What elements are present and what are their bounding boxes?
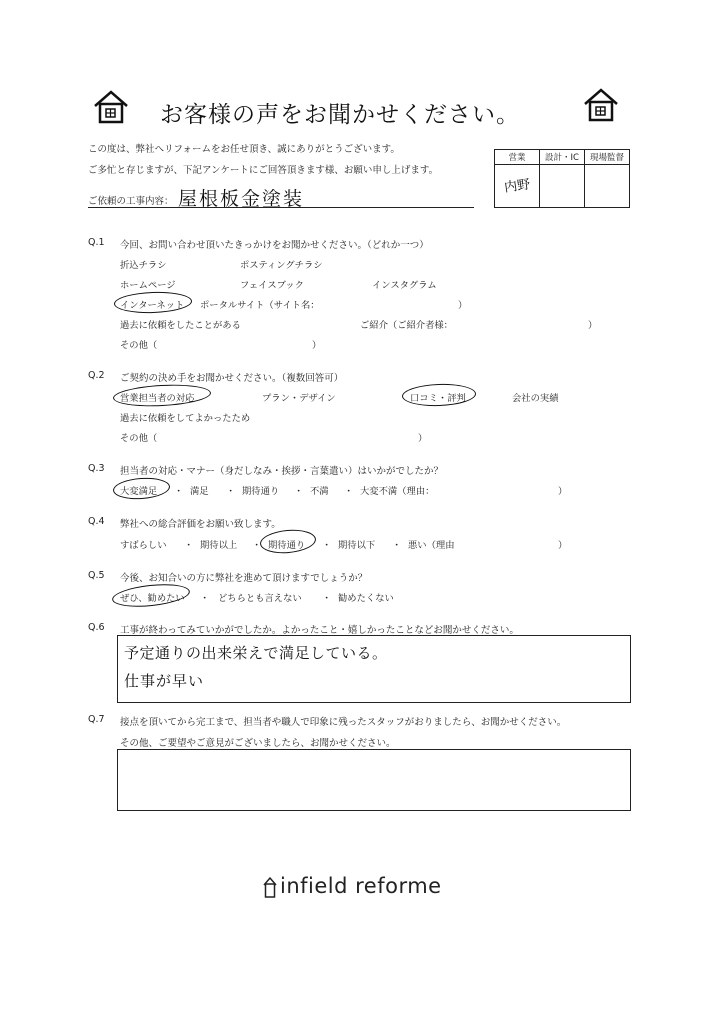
q1-option: ） [458,300,468,311]
q1-option: インスタグラム [372,280,437,291]
q5-option-selected: ぜひ、勧めたい [120,593,185,604]
q4-separator: ・ [392,540,402,551]
q2-option: その他（ [120,433,158,444]
q6-answer-box [117,635,631,703]
staff-design-cell [540,165,585,208]
q5-text: 今後、お知合いの方に弊社を進めて頂けますでしょうか？ [120,573,368,584]
q1-option: ） [312,340,322,351]
staff-header-design: 設計・IC [540,150,585,165]
q6-number: Q.6 [88,622,105,633]
staff-header-sales: 営業 [495,150,540,165]
q1-option: 折込チラシ [120,260,167,271]
q4-option-selected: 期待通り [268,540,306,551]
q4-separator: ・ [184,540,194,551]
q6-text: 工事が終わってみていかがでしたか。よかったこと・嬉しかったことなどお聞かせください。 [120,625,519,636]
q1-option-selected: インターネット [120,300,185,311]
q1-option: ご紹介（ご紹介者様： [360,320,453,331]
q1-option: ホームページ [120,280,176,291]
q5-number: Q.5 [88,570,105,581]
staff-header-site: 現場監督 [585,150,630,165]
q3-separator: ・ [344,486,354,497]
intro-line-2: ご多忙と存じますが、下記アンケートにご回答頂きます様、お願い申し上げます。 [88,165,439,176]
house-icon-right [583,88,619,122]
q2-selection-circle-1 [113,382,212,408]
q2-option: プラン・デザイン [262,393,336,404]
q3-option: 期待通り [242,486,280,497]
brand-house-icon [263,876,277,898]
q3-option: ） [558,486,568,497]
q4-option: すばらしい [120,540,167,551]
q4-option: 悪い（理由 [408,540,455,551]
q5-selection-circle [111,581,191,610]
staff-table [494,149,630,208]
q2-option: 過去に依頼をしてよかったため [120,413,251,424]
q2-option-selected: 口コミ・評判 [410,393,466,404]
q2-option: ） [418,433,428,444]
q4-option: 期待以下 [338,540,376,551]
q4-text: 弊社への総合評価をお願い致します。 [120,519,281,530]
intro-line-1: この度は、弊社へリフォームをお任せ頂き、誠にありがとうございます。 [88,144,400,155]
q1-option: 過去に依頼をしたことがある [120,320,241,331]
q1-option: ） [588,320,598,331]
work-value: 屋根板金塗装 [178,188,305,210]
q7-text-1: 接点を頂いてから完工まで、担当者や職人で印象に残ったスタッフがおりましたら、お聞かせください。 [120,717,567,728]
q5-separator: ・ [200,593,210,604]
q3-option: 満足 [190,486,209,497]
q7-number: Q.7 [88,714,105,725]
q1-number: Q.1 [88,237,105,248]
q2-text: ご契約の決め手をお聞かせください。（複数回答可） [120,373,344,384]
staff-site-cell [585,165,630,208]
q3-option: 不満 [310,486,329,497]
q3-separator: ・ [294,486,304,497]
work-label: ご依頼の工事内容： [88,196,174,207]
q7-text-2: その他、ご要望やご意見がございましたら、お聞かせください。 [120,738,396,749]
q4-number: Q.4 [88,516,105,527]
q1-option: ポータルサイト（サイト名： [200,300,320,311]
brand-logo-text: infield reforme [280,874,442,898]
q2-option: 会社の実績 [512,393,559,404]
staff-sales-value: 内野 [503,177,532,196]
work-underline [88,207,474,208]
q2-option-selected: 営業担当者の対応 [120,393,195,404]
q4-separator: ・ [252,540,262,551]
q6-answer-line-1: 予定通りの出来栄えで満足している。 [124,644,388,662]
q3-separator: ・ [174,486,184,497]
q3-text: 担当者の対応・マナー（身だしなみ・挨拶・言葉遣い）はいかがでしたか？ [120,466,444,477]
q5-option: 勧めたくない [338,593,394,604]
q4-selection-circle [259,528,317,556]
page-title: お客様の声をお聞かせください。 [160,102,520,128]
q4-option: ） [558,540,568,551]
q3-number: Q.3 [88,463,105,474]
q3-separator: ・ [226,486,236,497]
q1-option: ポスティングチラシ [240,260,323,271]
house-icon-left [93,90,129,124]
q3-selection-circle [112,476,170,501]
q6-answer-line-2: 仕事が早い [124,672,205,690]
q7-answer-box [117,749,631,811]
q3-option-selected: 大変満足 [120,486,158,497]
q2-number: Q.2 [88,370,105,381]
q3-option: 大変不満（理由： [360,486,435,497]
q1-option: その他（ [120,340,158,351]
q5-option: どちらとも言えない [218,593,302,604]
q5-separator: ・ [322,593,332,604]
q1-option: フェイスブック [240,280,304,291]
q4-option: 期待以上 [200,540,238,551]
q1-text: 今回、お問い合わせ頂いたきっかけをお聞かせください。（どれか一つ） [120,240,429,251]
q4-separator: ・ [322,540,332,551]
